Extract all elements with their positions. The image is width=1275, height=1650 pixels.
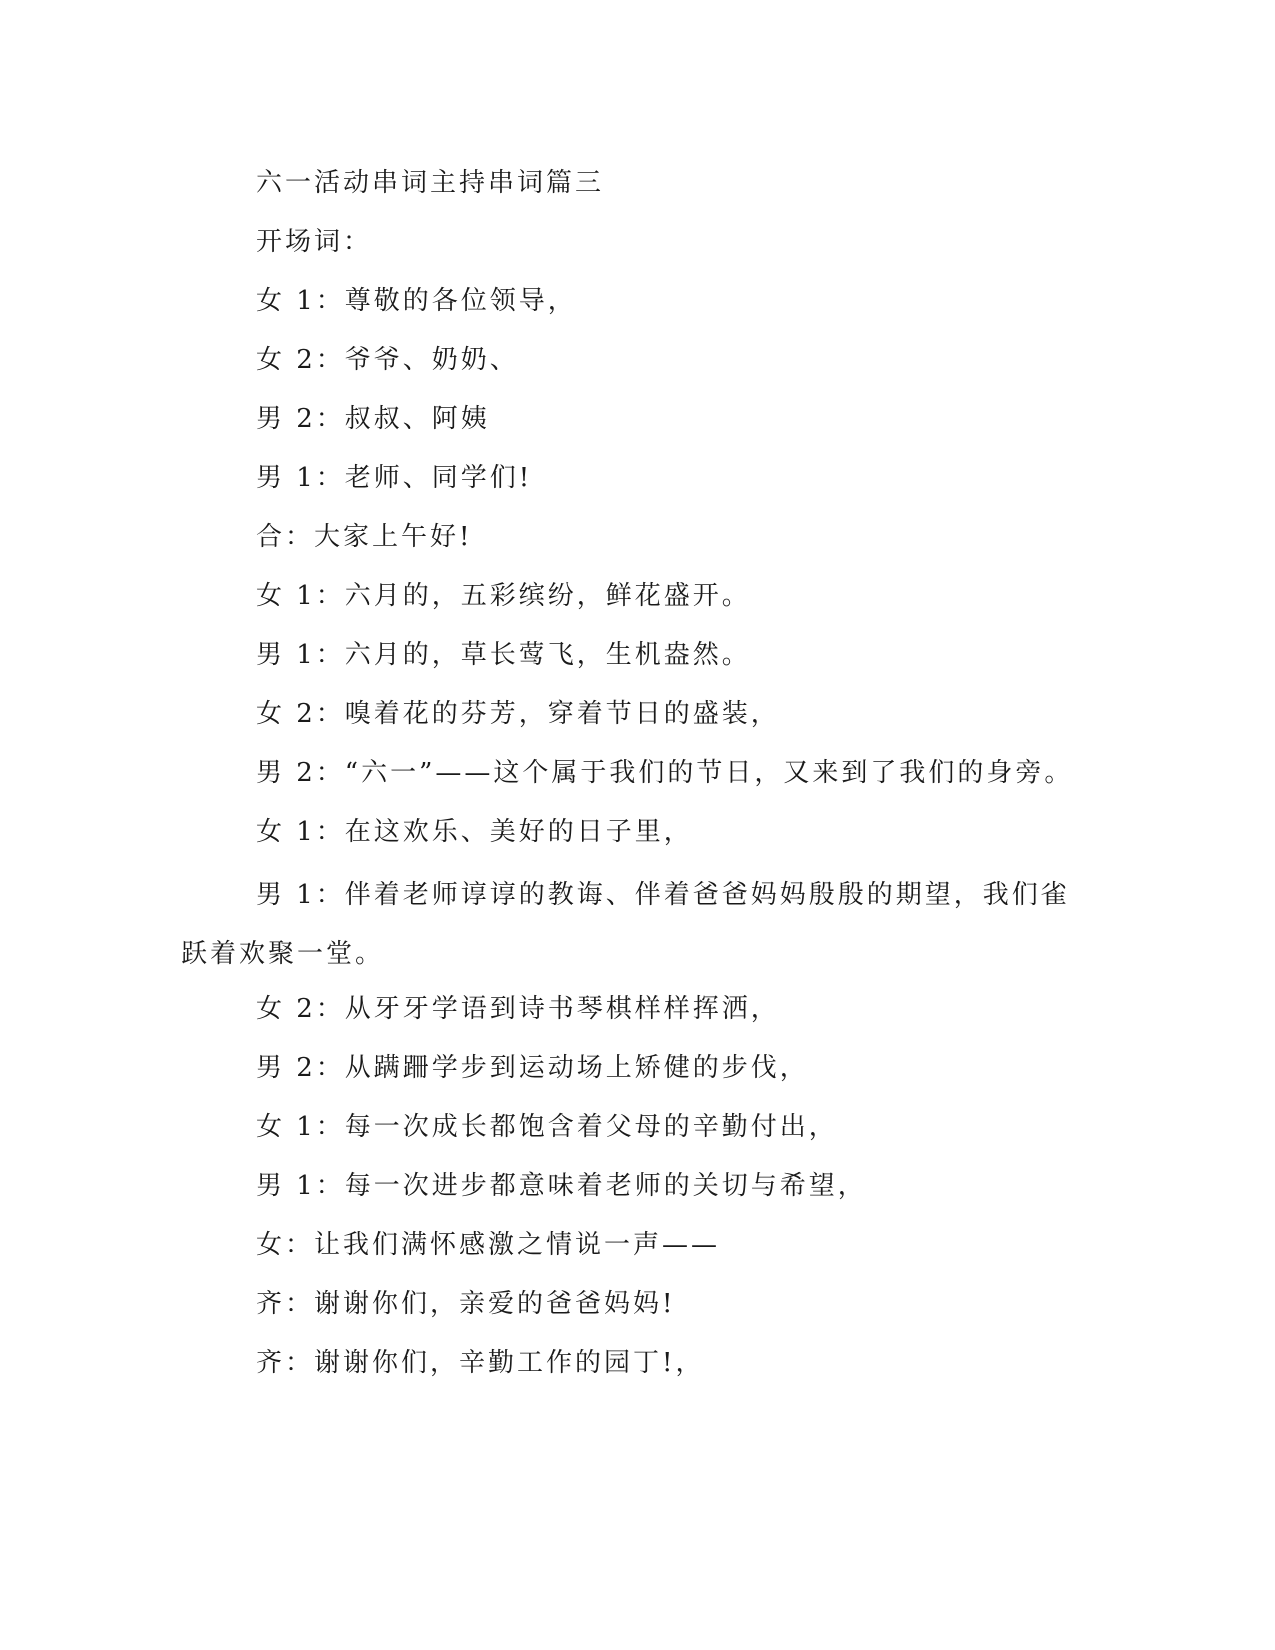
text-line: 女 2：爷爷、奶奶、 bbox=[256, 345, 519, 375]
wrapped-line-first: 男 1：伴着老师谆谆的教诲、伴着爸爸妈妈殷殷的期望，我们雀 bbox=[256, 880, 1070, 910]
text-line: 开场词： bbox=[256, 227, 373, 257]
text-line: 女 1：每一次成长都饱含着父母的辛勤付出， bbox=[256, 1112, 838, 1142]
text-line: 男 2：叔叔、阿姨 bbox=[256, 404, 490, 434]
text-line: 男 1：老师、同学们! bbox=[256, 463, 533, 493]
wrapped-line-second: 跃着欢聚一堂。 bbox=[181, 939, 385, 969]
text-line: 女 1：尊敬的各位领导， bbox=[256, 286, 577, 316]
text-line: 女 2：从牙牙学语到诗书琴棋样样挥洒， bbox=[256, 994, 780, 1024]
text-line: 女 1：在这欢乐、美好的日子里， bbox=[256, 817, 693, 847]
text-line: 男 1：六月的，草长莺飞，生机盎然。 bbox=[256, 640, 751, 670]
document-title: 六一活动串词主持串词篇三 bbox=[256, 168, 605, 198]
text-line: 女：让我们满怀感激之情说一声—— bbox=[256, 1230, 721, 1260]
text-line: 齐：谢谢你们，亲爱的爸爸妈妈! bbox=[256, 1289, 676, 1319]
text-line: 男 1：每一次进步都意味着老师的关切与希望， bbox=[256, 1171, 867, 1201]
text-line: 合：大家上午好! bbox=[256, 522, 473, 552]
text-line: 女 2：嗅着花的芬芳，穿着节日的盛装， bbox=[256, 699, 780, 729]
text-line: 女 1：六月的，五彩缤纷，鲜花盛开。 bbox=[256, 581, 751, 611]
text-line: 男 2：从蹒跚学步到运动场上矫健的步伐， bbox=[256, 1053, 809, 1083]
text-line: 男 2：“六一”——这个属于我们的节日，又来到了我们的身旁。 bbox=[256, 758, 1074, 788]
text-line: 齐：谢谢你们，辛勤工作的园丁!， bbox=[256, 1348, 705, 1378]
wrapped-paragraph bbox=[181, 866, 1070, 984]
